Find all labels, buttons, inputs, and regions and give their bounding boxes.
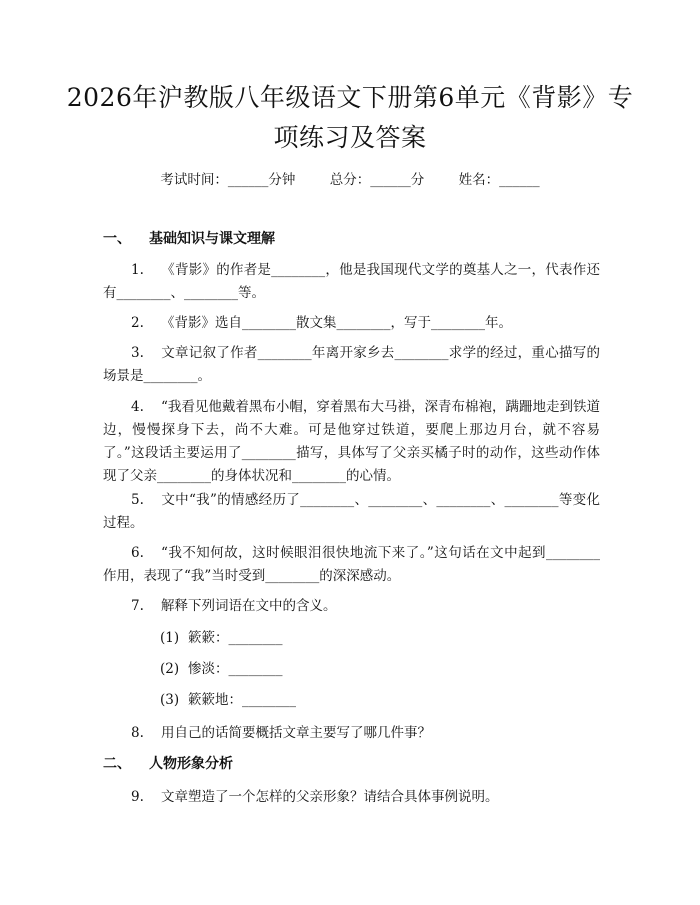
sub-item-text: 惨淡：________ xyxy=(188,661,283,677)
question-7 xyxy=(103,595,600,618)
question-text: “我看见他戴着黑布小帽，穿着黑布大马褂，深青布棉袍，蹒跚地走到铁道边，慢慢探身下去，尚不大难。可是他穿过铁道，要爬上那边月台，就不容易了。”这段话主要运用了________描写，具体写了父亲买橘子时的动作，这些动作体现了父亲________的身体状况和________的心情。 xyxy=(103,399,600,484)
sub-item-number: (3) xyxy=(160,692,180,708)
question-text: 解释下列词语在文中的含义。 xyxy=(161,598,337,614)
sub-item-number: (1) xyxy=(160,630,180,646)
section-heading-1 xyxy=(103,229,275,249)
question-3 xyxy=(103,342,600,388)
question-5 xyxy=(103,489,600,535)
question-text: 《背影》的作者是________，他是我国现代文学的奠基人之一，代表作还有________、________等。 xyxy=(103,262,600,301)
sub-item-text: 簌簌：________ xyxy=(188,630,283,646)
question-number: 4. xyxy=(131,399,144,415)
question-text: 文章记叙了作者________年离开家乡去________求学的经过，重心描写的场景是________。 xyxy=(103,345,600,384)
student-name-field: 姓名：______ xyxy=(458,172,540,188)
question-number: 5. xyxy=(131,492,144,508)
sub-item-3 xyxy=(160,690,296,710)
question-number: 9. xyxy=(131,789,144,805)
question-1 xyxy=(103,259,600,305)
exam-time-field: 考试时间：______分钟 xyxy=(160,172,296,188)
question-4 xyxy=(103,396,600,488)
section-title: 基础知识与课文理解 xyxy=(149,231,275,247)
question-text: 用自己的话简要概括文章主要写了哪几件事？ xyxy=(161,725,431,741)
question-6 xyxy=(103,542,600,588)
question-number: 1. xyxy=(131,262,144,278)
sub-item-text: 簌簌地：________ xyxy=(188,692,296,708)
total-score-field: 总分：______分 xyxy=(329,172,425,188)
question-number: 7. xyxy=(131,598,144,614)
question-text: 文章塑造了一个怎样的父亲形象？请结合具体事例说明。 xyxy=(161,789,499,805)
question-number: 3. xyxy=(131,345,144,361)
question-text: “我不知何故，这时候眼泪很快地流下来了。”这句话在文中起到________作用，表现了“我”当时受到________的深深感动。 xyxy=(103,545,600,584)
sub-item-number: (2) xyxy=(160,661,180,677)
question-9 xyxy=(103,786,600,809)
document-title: 2026年沪教版八年级语文下册第6单元《背影》专项练习及答案 xyxy=(66,83,634,152)
sub-item-2 xyxy=(160,659,283,679)
section-number: 一、 xyxy=(103,231,131,247)
question-number: 8. xyxy=(131,725,144,741)
exam-info-line xyxy=(0,170,700,190)
section-number: 二、 xyxy=(103,756,131,772)
question-number: 2. xyxy=(131,315,144,331)
question-number: 6. xyxy=(131,545,144,561)
sub-item-1 xyxy=(160,628,283,648)
section-title: 人物形象分析 xyxy=(149,756,233,772)
question-2 xyxy=(103,312,600,335)
question-8 xyxy=(103,722,600,745)
question-text: 文中“我”的情感经历了________、________、________、________等变化过程。 xyxy=(103,492,600,531)
section-heading-2 xyxy=(103,754,233,774)
question-text: 《背影》选自________散文集________，写于________年。 xyxy=(161,315,512,331)
